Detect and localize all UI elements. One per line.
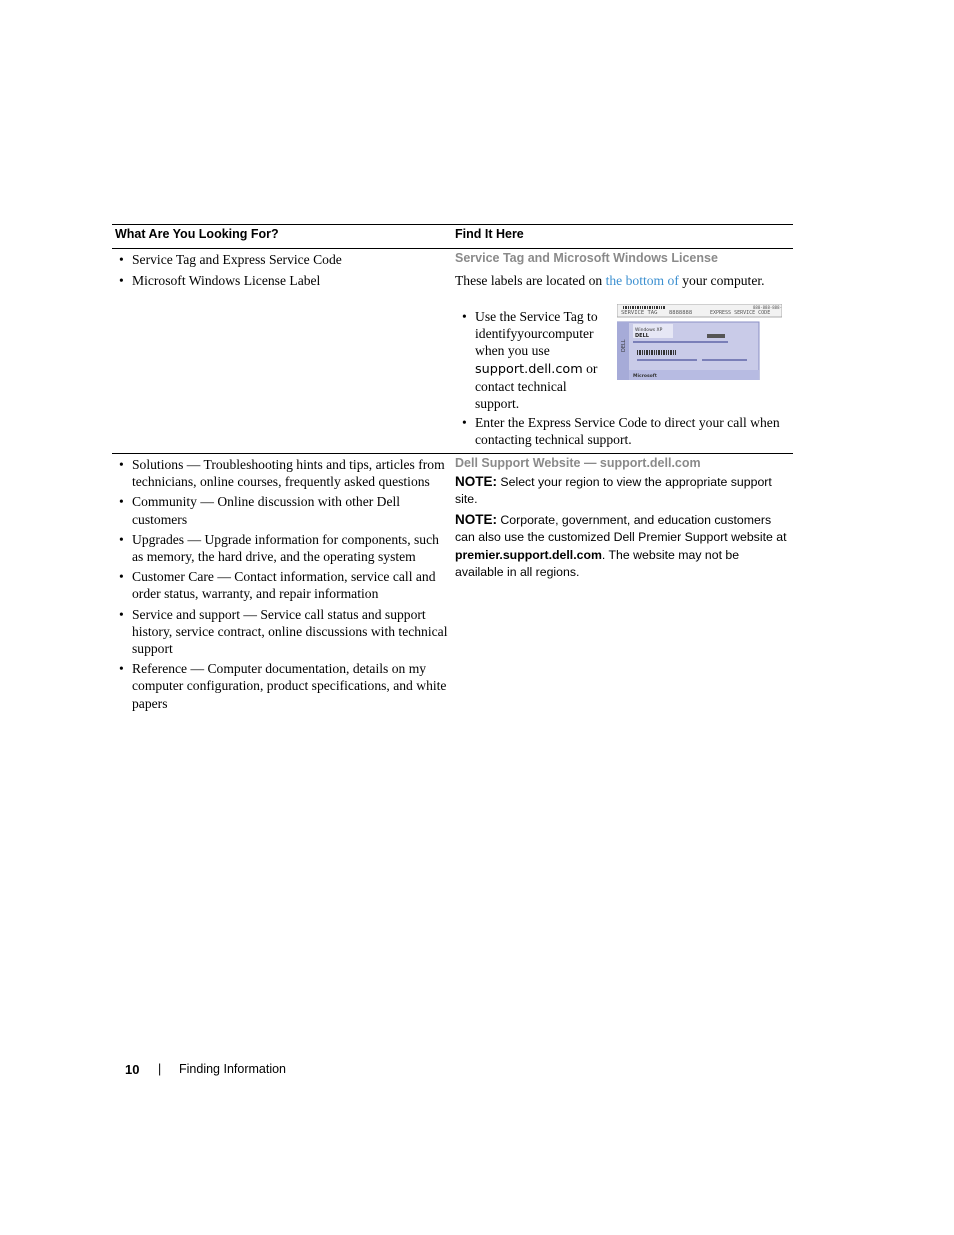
list-item: • Use the Service Tag to identifyyourcomputer when you use support.dell.com or contact technical support. [462, 309, 598, 412]
list-item: • Reference — Computer documentation, details on my computer configuration, product specifications, and white papers [119, 661, 447, 711]
header-looking-for: What Are You Looking For? [115, 227, 279, 241]
service-tag-label-image [617, 304, 782, 380]
list-item: • Upgrades — Upgrade information for components, such as memory, the hard drive, and the operating system [119, 531, 439, 565]
row1-right [455, 251, 793, 289]
label-brand: DELL [635, 333, 649, 339]
list-item: • Service and support — Service call status and support history, service contract, online discussions with technical support [119, 606, 448, 657]
label-express-value: 888-888-888-8 [753, 305, 782, 310]
list-item: • Service Tag and Express Service Code [119, 252, 342, 267]
page-number: 10 [125, 1062, 140, 1077]
list-item: • Community — Online discussion with other Dell customers [119, 494, 401, 527]
row2-right [455, 456, 791, 581]
label-windows-text: Windows XP [635, 328, 663, 333]
header-find-it-here: Find It Here [455, 227, 524, 241]
note-region: NOTE: Select your region to view the appropriate support site. [455, 474, 772, 507]
row1-left-list [112, 251, 447, 289]
label-express-text: EXPRESS SERVICE CODE [710, 310, 771, 316]
list-item: • Solutions — Troubleshooting hints and tips, articles from technicians, online courses, frequently asked questions [119, 457, 445, 490]
table-top-rule [112, 224, 793, 225]
label-service-tag-value: 8888888 [669, 310, 693, 316]
row2-left-list [112, 456, 448, 712]
premier-support-link[interactable]: premier.support.dell.com [455, 547, 602, 562]
footer-section: Finding Information [179, 1062, 287, 1076]
section-title-support-website: Dell Support Website — support.dell.com [455, 456, 701, 470]
row-divider [112, 453, 793, 454]
footer-separator: | [158, 1062, 162, 1076]
label-microsoft-text: Microsoft [633, 374, 657, 379]
label-side-text: DELL [621, 339, 627, 352]
service-tag-bullet [455, 308, 615, 412]
bottom-of-link[interactable]: the bottom of [605, 273, 679, 288]
section-title-service-tag: Service Tag and Microsoft Windows License [455, 251, 718, 265]
list-item: • Microsoft Windows License Label [119, 273, 321, 289]
label-service-tag-text: SERVICE TAG [621, 310, 658, 316]
labels-intro: These labels are located on the bottom of your computer. [455, 273, 765, 288]
express-code-bullet [455, 414, 793, 448]
list-item: • Enter the Express Service Code to direct your call when contacting technical support. [462, 415, 780, 448]
note-premier: NOTE: Corporate, government, and education customers can also use the customized Dell Premier Support website at premier.support.dell.com. The website may not be available in all regions. [455, 511, 787, 580]
list-item: • Customer Care — Contact information, service call and order status, warranty, and repair information [119, 569, 436, 602]
header-rule [112, 248, 793, 249]
